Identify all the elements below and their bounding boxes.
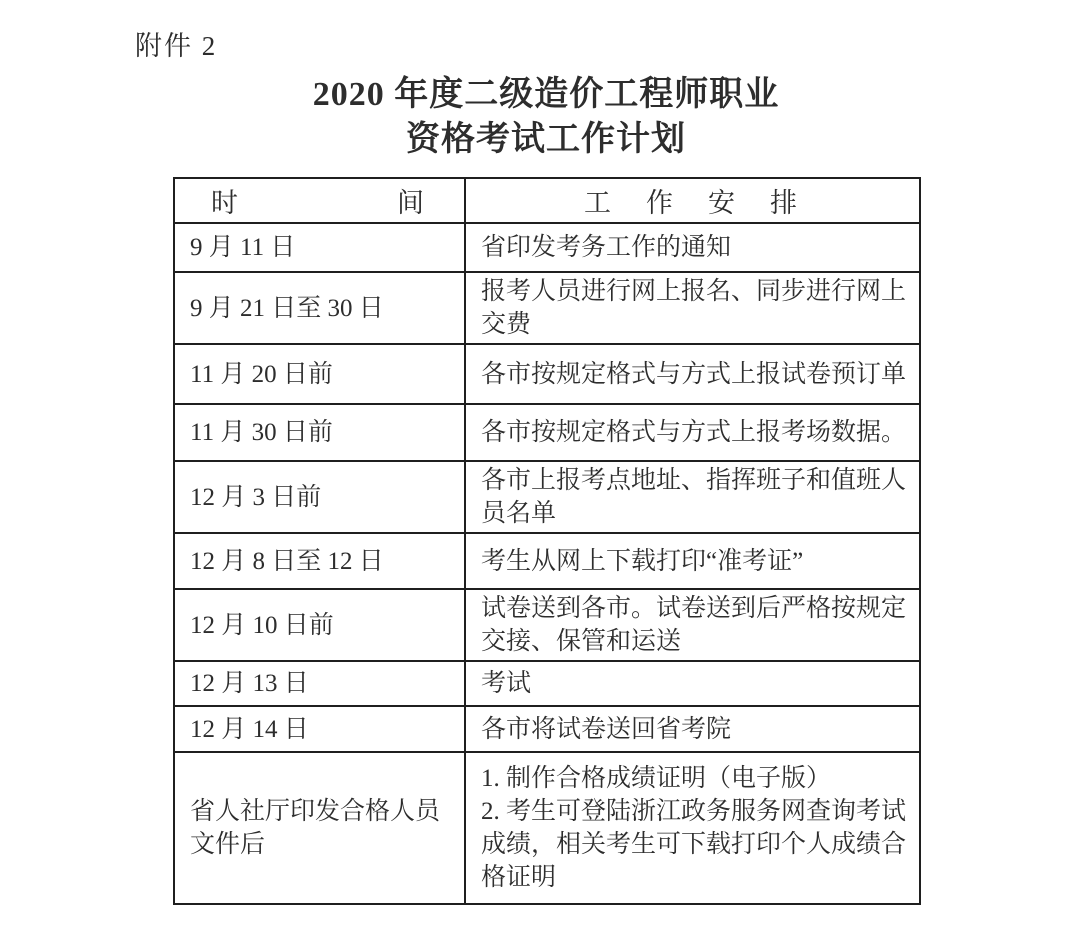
page-title-line-1: 2020 年度二级造价工程师职业 xyxy=(312,76,780,113)
page-title xyxy=(173,72,919,162)
time-cell: 11 月 30 日前 xyxy=(174,404,465,461)
table-row xyxy=(174,223,920,272)
task-cell: 考试 xyxy=(465,661,920,706)
table-row xyxy=(174,404,920,461)
task-cell: 试卷送到各市。试卷送到后严格按规定交接、保管和运送 xyxy=(465,589,920,661)
time-cell: 12 月 13 日 xyxy=(174,661,465,706)
time-cell: 12 月 8 日至 12 日 xyxy=(174,533,465,589)
task-cell: 各市按规定格式与方式上报试卷预订单 xyxy=(465,344,920,404)
time-cell: 12 月 14 日 xyxy=(174,706,465,752)
table-header-row xyxy=(174,178,920,223)
page-title-line-2: 资格考试工作计划 xyxy=(406,121,686,158)
table-row xyxy=(174,533,920,589)
table-row xyxy=(174,344,920,404)
table-row xyxy=(174,752,920,904)
attachment-label: 附件 2 xyxy=(135,31,218,61)
time-cell: 9 月 21 日至 30 日 xyxy=(174,272,465,344)
table-row xyxy=(174,461,920,533)
task-cell xyxy=(465,752,920,904)
task-cell: 各市上报考点地址、指挥班子和值班人员名单 xyxy=(465,461,920,533)
task-cell: 省印发考务工作的通知 xyxy=(465,223,920,272)
task-cell: 各市将试卷送回省考院 xyxy=(465,706,920,752)
time-cell: 9 月 11 日 xyxy=(174,223,465,272)
task-line-2: 2. 考生可登陆浙江政务服务网查询考试成绩，相关考生可下载打印个人成绩合格证明 xyxy=(481,798,907,891)
task-cell: 报考人员进行网上报名、同步进行网上交费 xyxy=(465,272,920,344)
schedule-table xyxy=(173,177,921,905)
work-header-cell: 工 作 安 排 xyxy=(465,178,920,223)
time-cell: 12 月 10 日前 xyxy=(174,589,465,661)
task-line-1: 1. 制作合格成绩证明（电子版） xyxy=(481,765,832,792)
time-header-cell: 时 间 xyxy=(174,178,465,223)
task-cell: 各市按规定格式与方式上报考场数据。 xyxy=(465,404,920,461)
time-cell: 省人社厅印发合格人员文件后 xyxy=(174,752,465,904)
time-cell: 11 月 20 日前 xyxy=(174,344,465,404)
time-cell: 12 月 3 日前 xyxy=(174,461,465,533)
table-row xyxy=(174,272,920,344)
task-cell: 考生从网上下载打印“准考证” xyxy=(465,533,920,589)
table-row xyxy=(174,661,920,706)
table-row xyxy=(174,706,920,752)
table-row xyxy=(174,589,920,661)
